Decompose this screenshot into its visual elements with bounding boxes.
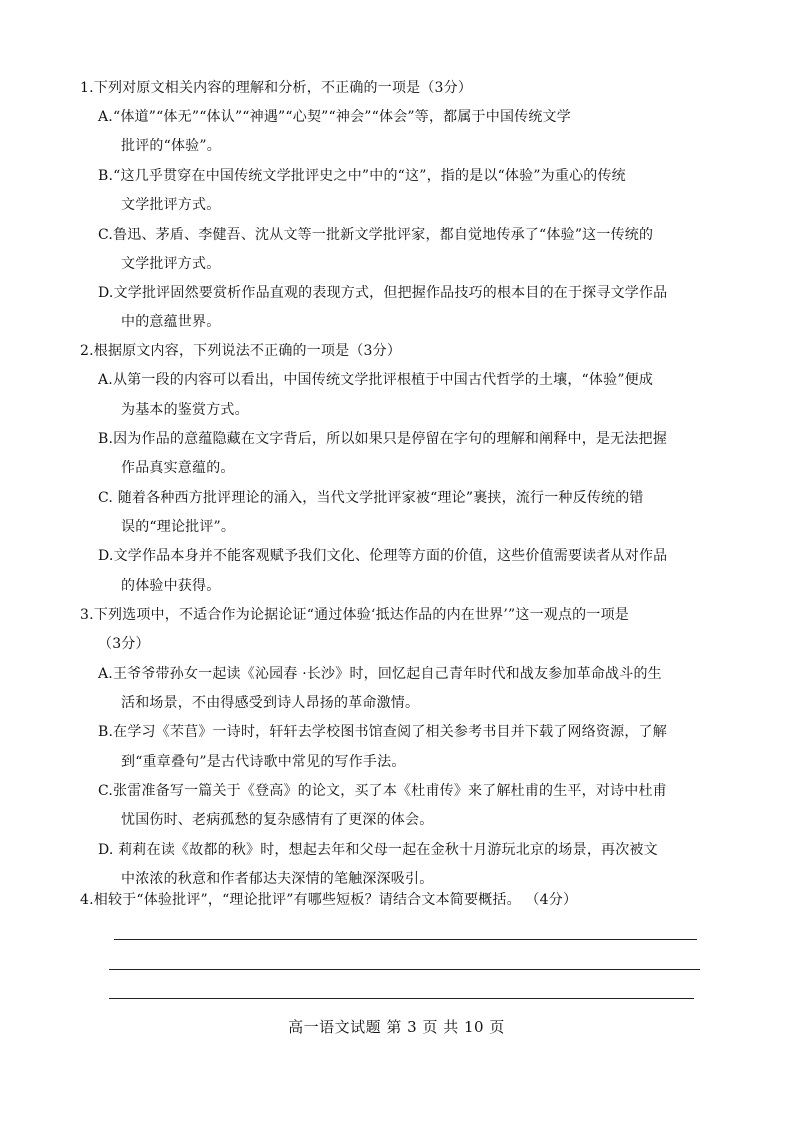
q2-option-a-cont: 为基本的鉴赏方式。 xyxy=(121,402,249,418)
question-3-stem: 3.下列选项中，不适合作为论据论证“通过体验‘抵达作品的内在世界’”这一观点的一项是 xyxy=(80,607,629,623)
q3-option-c: C.张雷准备写一篇关于《登高》的论文，买了本《杜甫传》来了解杜甫的生平，对诗中杜甫 xyxy=(98,783,667,799)
question-1-stem: 1.下列对原文相关内容的理解和分析，不正确的一项是（3分） xyxy=(80,80,473,96)
answer-line-1[interactable] xyxy=(114,939,697,940)
question-4-stem: 4.相较于“体验批评”，“理论批评”有哪些短板？请结合文本简要概括。 （4分） xyxy=(80,892,578,908)
q2-option-d: D.文学作品本身并不能客观赋予我们文化、伦理等方面的价值，这些价值需要读者从对作品 xyxy=(98,548,668,564)
q3-option-d-cont: 中浓浓的秋意和作者郁达夫深情的笔触深深吸引。 xyxy=(121,871,434,887)
q3-option-c-cont: 忧国伤时、老病孤愁的复杂感情有了更深的体会。 xyxy=(121,812,434,828)
q2-option-c: C. 随着各种西方批评理论的涌入，当代文学批评家被“理论”裹挟，流行一种反传统的错 xyxy=(98,490,644,506)
q3-option-d: D. 莉莉在读《故都的秋》时，想起去年和父母一起在金秋十月游玩北京的场景，再次被文 xyxy=(98,842,658,858)
q2-option-b-cont: 作品真实意蕴的。 xyxy=(121,460,235,476)
q2-option-b: B.因为作品的意蕴隐藏在文字背后，所以如果只是停留在字句的理解和阐释中，是无法把握 xyxy=(98,431,667,447)
q3-option-b: B.在学习《芣苢》一诗时，轩轩去学校图书馆查阅了相关参考书目并下载了网络资源，了解 xyxy=(98,724,667,740)
q3-option-b-cont: 到“重章叠句”是古代诗歌中常见的写作手法。 xyxy=(121,754,406,770)
q1-option-a-cont: 批评的“体验”。 xyxy=(121,138,221,154)
q2-option-d-cont: 的体验中获得。 xyxy=(121,578,221,594)
page-footer: 高一语文试题 第 3 页 共 10 页 xyxy=(288,1018,505,1036)
q3-option-a-cont: 活和场景，不由得感受到诗人昂扬的革命激情。 xyxy=(121,695,420,711)
q2-option-a: A.从第一段的内容可以看出，中国传统文学批评根植于中国古代哲学的土壤，“体验”便成 xyxy=(98,372,654,388)
q1-option-b: B.“这几乎贯穿在中国传统文学批评史之中”中的“这”，指的是以“体验”为重心的传统 xyxy=(98,168,626,184)
q1-option-c-cont: 文学批评方式。 xyxy=(121,256,221,272)
answer-line-2[interactable] xyxy=(109,969,700,970)
q1-option-d: D.文学批评固然要赏析作品直观的表现方式，但把握作品技巧的根本目的在于探寻文学作品 xyxy=(98,285,668,301)
q1-option-a: A.“体道”“体无”“体认”“神遇”“心契”“神会”“体会”等，都属于中国传统文学 xyxy=(98,109,571,125)
answer-line-3[interactable] xyxy=(109,998,694,999)
question-3-stem-cont: （3分） xyxy=(98,636,150,652)
q3-option-a: A.王爷爷带孙女一起读《沁园春 ·长沙》时，回忆起自己青年时代和战友参加革命战斗的生 xyxy=(98,666,662,682)
q1-option-c: C.鲁迅、茅盾、李健吾、沈从文等一批新文学批评家，都自觉地传承了“体验”这一传统的 xyxy=(98,227,654,243)
q1-option-d-cont: 中的意蕴世界。 xyxy=(121,314,221,330)
q1-option-b-cont: 文学批评方式。 xyxy=(121,197,221,213)
q2-option-c-cont: 误的“理论批评”。 xyxy=(121,519,236,535)
question-2-stem: 2.根据原文内容，下列说法不正确的一项是（3分） xyxy=(80,343,402,359)
